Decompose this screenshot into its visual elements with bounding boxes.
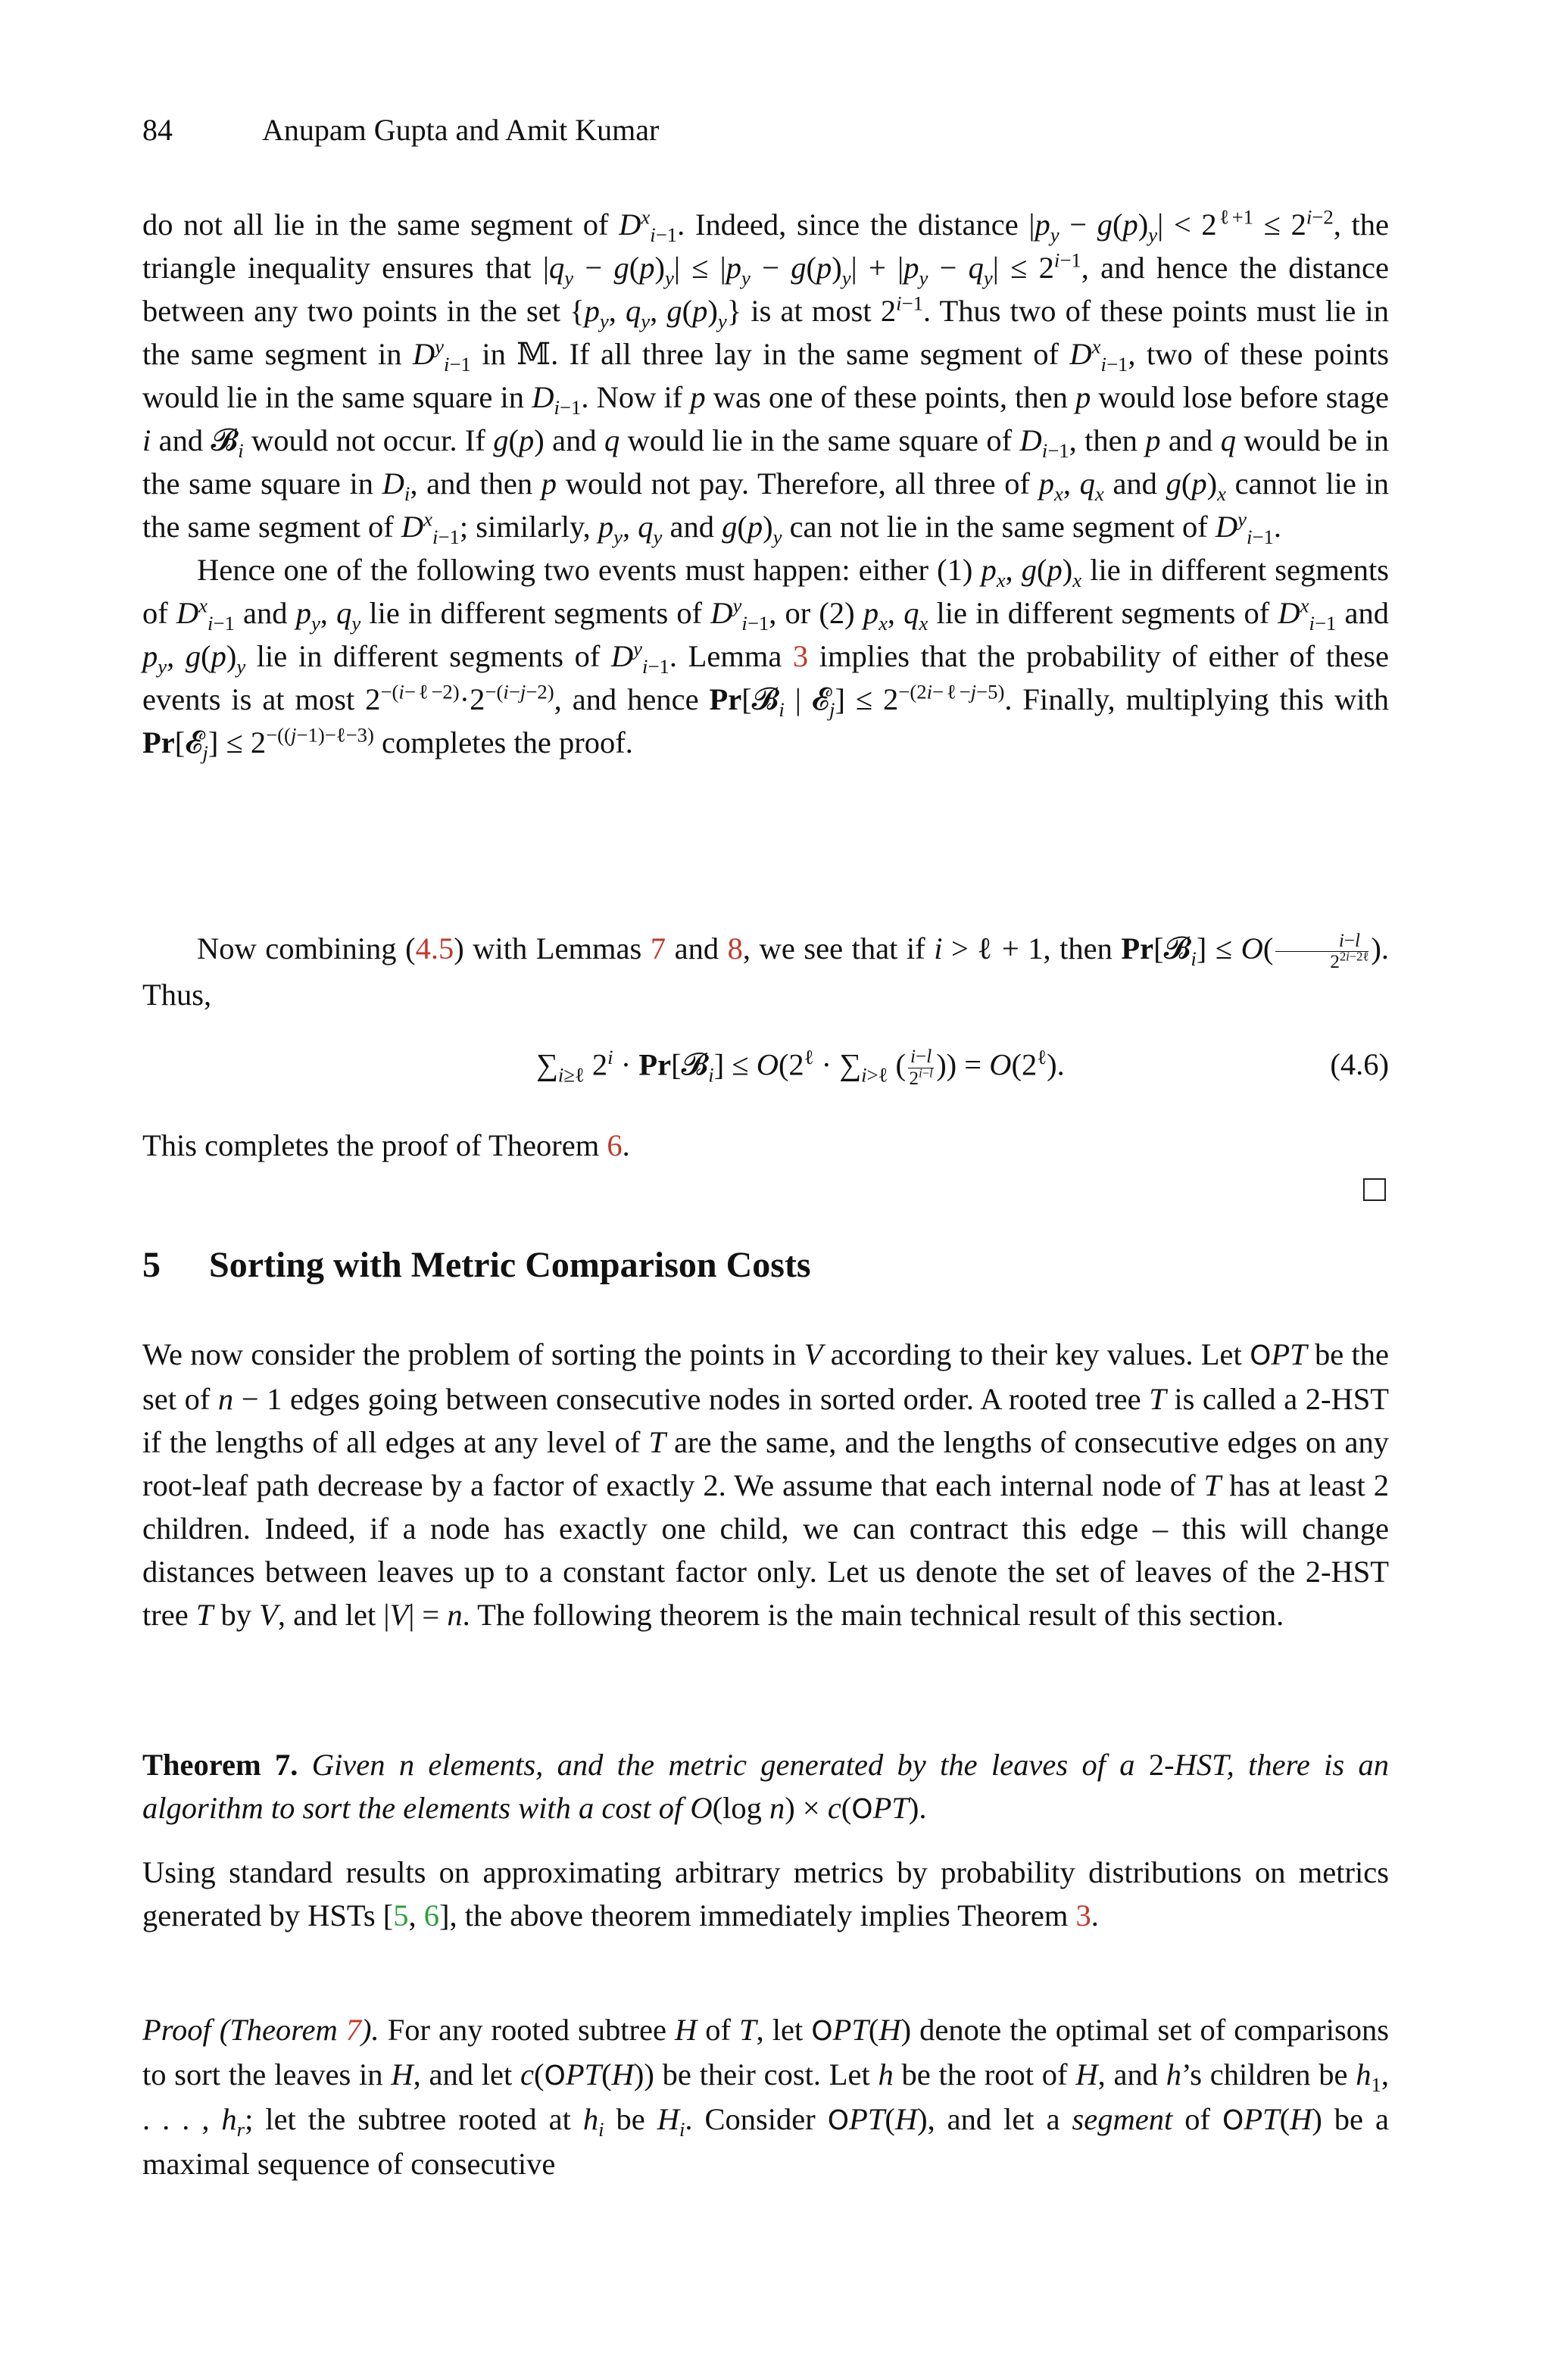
equation-4-6 [142, 1047, 1389, 1095]
page-number: 84 [142, 113, 173, 147]
standard-results-paragraph: Using standard results on approximating arbitrary metrics by probability distributions on metrics generated by HSTs [5, 6], the above theorem immediately implies Theorem 3. [142, 1855, 1389, 1932]
equation-label: (4.6) [1330, 1047, 1389, 1081]
running-head-authors: Anupam Gupta and Amit Kumar [262, 113, 660, 147]
section-title: Sorting with Metric Comparison Costs [209, 1245, 811, 1285]
theorem-7: Theorem 7. Given n elements, and the metric generated by the leaves of a 2-HST, there is an algorithm to sort the elements with a cost of O(log n) × c(OPT). [142, 1748, 1390, 1825]
section-number: 5 [142, 1245, 161, 1285]
running-header [142, 112, 659, 148]
combining-paragraph: Now combining (4.5) with Lemmas 7 and 8, we see that if i > ℓ + 1, then Pr[𝓑$_i$] ≤ O( $\frac{i-l}{2^{2i-2\ell}}$ ). Thus, [142, 930, 1390, 1012]
proof-continuation-paragraph: do not all lie in the same segment of $D^x_{i-1}$. Indeed, since the distance $|p_y - g(p)_y| < 2^{\ell+1} \le 2^{i-2}$, the triangle inequality ensures that $|q_y - g(p)_y| \le |p_y - g(p)_y| + |p_y - q_y| \le 2^{i-1}$, and hence the distance between any two points in the set {$p_y$, $q_y$, $g(p)_y$} is at most $2^{i-1}$. Thus two of these points must lie in the same segment in $D^y_{i-1}$ in 𝕄. If all three lay in the same segment of $D^x_{i-1}$, two of these points would lie in the same square in $D_{i-1}$. Now if p was one of these points, then p would lose before stage i and 𝓑$_i$ would not occur. If g(p) and q would lie in the same square of $D_{i-1}$, then p and q would be in the same square in $D_i$, and then p would not pay. Therefore, all three of $p_x$, $q_x$ and $g(p)_x$ cannot lie in the same segment of $D^x_{i-1}$; similarly, $p_y$, $q_y$ and $g(p)_y$ can not lie in the same segment of $D^y_{i-1}$. Hence one of the following two events must happen: either (1) $p_x$, $g(p)_x$ lie in different segments of $D^x_{i-1}$ and $p_y$, $q_y$ lie in different segments of $D^y_{i-1}$, or (2) $p_x$, $q_x$ lie in different segments of $D^x_{i-1}$ and $p_y$, $g(p)_y$ lie in different segments of $D^y_{i-1}$. Lemma 3 implies that the probability of either of these events is at most $2^{-(i-\ell-2)}\cdot 2^{-(i-j-2)}$, and hence Pr[𝓑$_i$ | 𝓔$_j$] ≤ $2^{-(2i-\ell-j-5)}$. Finally, multiplying this with Pr[𝓔$_j$] ≤ $2^{-((j-1)-\ell-3)}$ completes the proof. [142, 205, 1390, 765]
proof-theorem-7-paragraph: Proof (Theorem 7). For any rooted subtree H of T, let OPT(H) denote the optimal set of comparisons to sort the leaves in H, and let c(OPT(H)) be their cost. Let h be the root of H, and h’s children be $h_1$, . . . , $h_r$; let the subtree rooted at $h_i$ be $H_i$. Consider OPT(H), and let a segment of OPT(H) be a maximal sequence of consecutive [142, 2013, 1389, 2181]
section-intro-paragraph: We now consider the problem of sorting the points in V according to their key values. Let OPT be the set of n − 1 edges going between consecutive nodes in sorted order. A rooted tree T is called a 2-HST if the lengths of all edges at any level of T are the same, and the lengths of consecutive edges on any root-leaf path decrease by a factor of exactly 2. We assume that each internal node of T has at least 2 children. Indeed, if a node has exactly one child, we can contract this edge – this will change distances between leaves up to a constant factor only. Let us denote the set of leaves of the 2-HST tree T by V, and let |V| = n. The following theorem is the main technical result of this section. [142, 1337, 1390, 1632]
equation-body: $\sum_{i\ge\ell}$ $2^i$ · Pr[𝓑$_i$] ≤ $O(2^\ell \cdot \sum_{i>\ell}$ ( $\frac{i-l}{2^{i-l}}$ )) = $O(2^\ell)$. [536, 1045, 1065, 1089]
qed-box-icon [1363, 1178, 1386, 1201]
section-heading [142, 1244, 811, 1286]
theorem-label: Theorem 7. [142, 1748, 298, 1782]
completes-proof-sentence: This completes the proof of Theorem 6. [142, 1128, 630, 1162]
